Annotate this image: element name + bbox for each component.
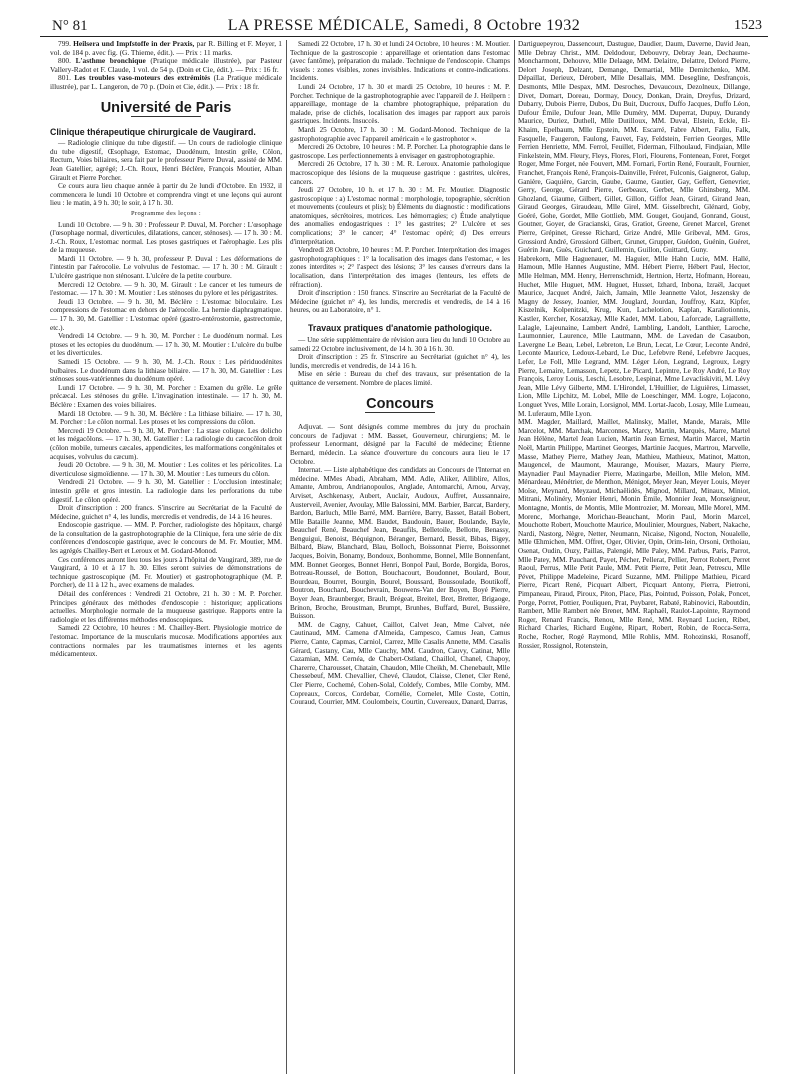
program-item: Vendredi 14 Octobre. — 9 h. 30, M. Porcher : Le duodénum normal. Les ptoses et les ectopies du duodénum. — 17 h. 30, M. Moutier : L'ulcère du bulbe et les diverticules. xyxy=(50,332,282,358)
section-title-universite: Université de Paris xyxy=(50,104,282,118)
paragraph: Samedi 22 Octobre, 10 heures : M. Chailley-Bert. Physiologie motrice de l'estomac. Importance de la muscularis mucosæ. Modifications apportées aux contractions normales par les traumatismes internes et les agents médicamenteux. xyxy=(50,624,282,659)
paragraph: Samedi 22 Octobre, 17 h. 30 et lundi 24 Octobre, 10 heures : M. Moutier. Technique de la gastroscopie : appareillage et orientation dans l'estomac (avec fantôme), préparation du malade. Technique de l'endoscopie. Champs visuels : zones visibles, zones invisibles. Indications et contre-indications. Incidents. xyxy=(290,40,510,83)
program-heading: Programme des leçons : xyxy=(130,209,202,217)
paragraph: Mercredi 26 Octobre, 17 h. 30 : M. R. Leroux. Anatomie pathologique macroscopique des lésions de la muqueuse gastrique : gastrites, ulcères, cancers. xyxy=(290,160,510,186)
paragraph: Adjuvat. — Sont désignés comme membres du jury du prochain concours de l'adjuvat : MM. Basset, Gouverneur, chirurgiens; M. le professeur Lenormant, désigné par la Faculté de médecine; Étienne Bernard, médecin. La séance d'ouverture du concours aura lieu le 17 Octobre. xyxy=(290,423,510,466)
paragraph: Endoscopie gastrique. — MM. P. Porcher, radiologiste des hôpitaux, chargé de la consultation de la gastrophotographie de la Clinique, fera une série de dix conférences d'endoscopie gastrique, avec le concours de M. Fr. Moutier, MM. les agrégés Chailley-Bert et Leroux et M. Godard-Monod. xyxy=(50,521,282,556)
bibliography-entry: 801. Les troubles vaso-moteurs des extrémités (La Pratique médicale illustrée), par L. Langeron, de 70 p. (Doin et Cie, édit.). — Prix : 18 fr. xyxy=(50,73,282,91)
page-number-right: 1523 xyxy=(734,18,762,33)
paragraph: Droit d'inscription : 25 fr. S'inscrire au Secrétariat (guichet n° 4), les lundis, mercredis et vendredis, de 14 à 16 h. xyxy=(290,353,510,370)
newspaper-page xyxy=(40,14,768,1074)
paragraph: Mardi 25 Octobre, 17 h. 30 : M. Godard-Monod. Technique de la gastrophotographie avec l'appareil américain « le gastrophotor ». xyxy=(290,125,510,143)
program-item: Lundi 17 Octobre. — 9 h. 30, M. Porcher : Examen du grêle. Le grêle précæcal. Les sténoses du grêle. L'invagination intestinale. — 17 h. 30, M. Béclère : Examen des voies biliaires. xyxy=(50,383,282,409)
paragraph: Mercredi 26 Octobre, 10 heures : M. P. Porcher. La photographie dans le gastroscope. Les perfectionnements à envisager en gastrophotographie. xyxy=(290,143,510,160)
paragraph: Internat. — Liste alphabétique des candidats au Concours de l'Internat en médecine. MMes Abadi, Abraham, MM. Adle, Aliker, Alliblire, Allos, Amante, Ambrou, Andrianopoulos, Anglade, Antomarchi, Arnou, Arvay, Arviset, Aschkenasy, Aubert, Auclair, Audoux, Auffret, Aussannaire, Austerveil, Avenier, Avoulay, Mlle Balossini, MM. Barbier, Barcat, Bardery, Bardon, Barluch, Mlle Barré, MM. Barrière, Barry, Basset, Batail Bobert, Mlle Bataille Jeanne, MM. Baudet, Baudouin, Bauer, Boulande, Bayle, Beauchef René, Beauchef Jean, Beaufils, Belletoile, Bellotte, Benassy, Benguigui, Benoist, Béquignon, Béranger, Bernard, Bessit, Bibas, Bigey, Bilbard, Biaw, Blanchard, Blau, Bolloch, Boissonnat Pierre, Boissonnet Jacques, Boivin, Bonamy, Bondoux, Bonhomme, Bonnel, Mlle Bonnenfant, MM. Bonnet Georges, Bonnet Henri, Bonpol Paul, Borde, Borgida, Boros, Botreau-Roussel, de Botton, Bouchacourt, Boudonnet, Boulard, Bour, Bourdeau, Bourret, Bourgin, Bourel, Boussard, Boussoulade, Boutikoff, Boutron, Bouchard, Bouchevrain, Bouwens-Van der Boyen, Boyé Pierre, Boyer Jean, Braunberger, Brault, Brégeat, Breitel, Bret, Bretter, Brigaoge, Brinon, Broche, Broustman, Brumpt, Brunhes, Buffard, Burel, Bussière, Buisson. xyxy=(290,466,510,621)
paragraph: Jeudi 27 Octobre, 10 h. et 17 h. 30 : M. Fr. Moutier. Diagnostic gastroscopique : a) L'estomac normal : morphologie, topographie, sécrétion et mouvements (couleurs et plis); b) Éléments du diagnostic : modifications anatomiques, sécrétoires, motrices. Les hémorragies; c) Étude analytique des anomalies endogastriques : 1° les gastrites; 2° L'ulcère et ses complications; 3° le cancer; 4° l'estomac opéré; d) Des erreurs d'interprétation. xyxy=(290,186,510,246)
paragraph: Lundi 24 Octobre, 17 h. 30 et mardi 25 Octobre, 10 heures : M. P. Porcher. Technique de la gastrophotographie avec l'appareil de J. Heilpern : appareillage, montage de la chambre photographique, préparation du malade, prise de clichés, localisation des images par rapport aux parois gastriques. Incidents. Insuccès. xyxy=(290,82,510,126)
column-1 xyxy=(50,40,282,1074)
paragraph: MM. de Cagny, Cahuet, Caillot, Calvet Jean, Mme Calvet, née Cautinaud, MM. Camena d'Almeida, Campesco, Camus Jean, Camus Pierre, Cante, Capmas, Carniol, Carrez, Mlle Casalis Annette, MM. Casalis Gérard, Castany, Cau, Mlle Cauchy, MM. Caudron, Cauvy, Catinat, Mlle Cazamian, MM. Cernéa, de Chabert-Ostland, Chaillol, Chanel, Chapoy, Charerre, Charousset, Chatain, Chaudon, Mlle Cheikh, M. Chenebault, Mlle Chessebeuf, MM. Chevallier, Chevé, Claudot, Claisse, Clenet, Cler René, Cler Pierre, Cochemé, Cohen-Solal, Coldefy, Combes, Mlle Comby, MM. Copreaux, Corcos, Cordebar, Cornélie, Cornelet, Mlle Coste, Cottin, Couraud, Courrier, MM. Coulombeix, Courtin, Cuvereaux, Danard, Darras, xyxy=(290,620,510,707)
paragraph: Mise en série : Bureau du chef des travaux, sur présentation de la quittance de versement. Nombre de places limité. xyxy=(290,370,510,387)
name-list: Dartiguepeyrou, Dassencourt, Dastugue, Daudier, Daum, Daverne, David Jean, Mlle Debray Christ., MM. Deldodour, Debouvry, Debray Jean, Dechaume-Moncharmont, Dehouve, Mlle Delaage, MM. Delaitre, Delattre, Delord Pierre, Delort Joseph, Delzant, Demange, Demartial, Mlle Demitchenko, MM. Dépaillat, Derieux, Dérobert, Mlle Desallais, MM. Desegline, Desfrançois, Desmonts, Mlle Despax, MM. Desroches, Devaucoux, Dezolneux, Dillange, Divet, Domart, Doreau, Dormay, Doucy, Donkan, Drain, Dreyfus, Drizard, Dubarry, Dubois Pierre, Dubos, Du Buit, Ducroux, Duffo Jacques, Duffo Léon, Dufour Émile, Dufour Jean, Mlle Duméry, MM. Duperrat, Dupuy, Durandy Maurice, Duriez, Duthell, Mlle Dutilloux, MM. Duval, Elstein, Eckle, El-Khaim, Epelbaum, Mlle Epstein, MM. Escarré, Fabre Albert, Faliu, Falk, Fasquelle, Faugeron, Faulong, Fauvet, Fay, Feldstein, Ferrien Georges, Mlle Ferrien Henriette, MM. Ferrol, Feuillet, Fiderman, Filhoulaud, Findjaian, Mlle Finkelstein, MM. Fleury, Fleys, Flores, Flori, Flourens, Fontenean, Foret, Forget Roger, Mme Forget, née Fouvert, MM. Fornari, Fortin René, Fourault, Fournier, Franchet, François René, François-Dainville, Fréret, Fulconis, Gaignerot, Galup, Ganière, Gaquière, Garcin, Gaube, Gaume, Gautier, Gay, Geffert, Genevrier, Gerry, George, Gérard Pierre, Gerbeaux, Gerbet, Mlle Ghinsberg, MM. Ghozland, Giaume, Gilbert, Gillet, Gillon, Giffot Jean, Girard, Girand Jean, Giraud Georges, Giraudeau, Mlle Girel, MM. Gisselbrecht, Glénard, Goby, Goéré, Gohe, Gordet, Mlle Gottlieb, MM. Gouget, Goujand, Gonrand, Goust, Goutner, Goyer, de Gracianski, Gras, Gratiot, Greene, Grenet Marcel, Grenet Pierre, Grépinet, Gresse Richard, Grize André, Mlle Gribeval, MM. Gros, Grossiord André, Grossiord Gilbert, Grunet, Grupper, Guédon, Guénin, Guéret, Guérin Jean, Guès, Guichard, Guillemin, Guillon, Guittard, Guny. xyxy=(518,40,750,255)
program-item: Jeudi 13 Octobre. — 9 h. 30, M. Béclère : L'estomac biloculaire. Les compressions de l'estomac en dehors de l'aérocolie. La hernie diaphragmatique. — 17 h. 30, M. Gatellier : L'estomac opéré (gastro-entérostomie, gastrectomie, etc.). xyxy=(50,297,282,332)
name-list: Habrekorn, Mlle Haguenauer, M. Haguier, Mlle Hahn Lucie, MM. Hallé, Hamoun, Mlle Hannes Augustine, MM. Hébert Pierre, Hébert Paul, Hector, Mlle Helman, MM. Henry, Herrenschmidt, Hertnion, Hertz, Hofmann, Horeau, Huchet, Mlle Huguet, MM. Huguet, Husset, Izhard, Inbona, Izraël, Jacquet Maurice, Jacquet André, Jaich, Jamain, Mlle Jeannette Valot, Jeszensky de Magny de Jessey, Joanier, MM. Jouglard, Jourdan, Jouffroy, Katz, Kipfer, Kiszelnik, Kolpenitzki, Krug, Kun, Lachelotion, Kaplan, Karaliotionnis, Kastler, Kercher, Kosatzkay, Mlle Kadet, MM. Labou, Laforcade, Lagraillette, Lalagle, Lajeunaine, Lambert André, Lambling, Landolt, Lanthier, Laroche, Laumonnier, Laurence, Mlle Lautmann, MM. de Lavedan de Casaubon, Lavergne Le Beau, Lebel, Lebreton, Le Brun, Lecat, Le Cœur, Leconte André, Leconte Maurice, Ledoux-Lebard, Le Duc, Lefebvre René, Lefebvre Jacques, Lefer, Le Foll, Mlle Legrand, MM. Léger Léon, Legrand, Legroux, Legry Pierre, Lemaire, Lemasson, Lepetz, Le Picard, Lepintre, Le Roy André, Le Roy François, Leroy Louis, Leschi, Lesobre, Lespinat, Mme Levacliskiviti, M. Lévy Jean, Mlle Lévy Gilberte, MM. L'Hirondel, L'Huillier, de Liguières, Limasset, Lion, Mlle Lipchitz, M. Lobel, Mlle de Loeschinger, MM. Logre, Lojacono, Longuet Yves, Mlle Lorain, Lorsignol, MM. Lortat-Jacob, Losay, Mlle Lumeau, M. Luferaum, Mlle Lyon. xyxy=(518,254,750,418)
clinic-title: Clinique thérapeutique chirurgicale de Vaugirard. xyxy=(50,127,256,138)
bibliography-entry: 800. L'asthme bronchique (Pratique médicale illustrée), par Pasteur Vallery-Radot et F. Claude, 1 vol. de 54 p. (Doin et Cie, édit.). — Prix : 16 fr. xyxy=(50,56,282,74)
program-item: Mardi 18 Octobre. — 9 h. 30, M. Béclère : La lithiase biliaire. — 17 h. 30, M. Porcher : Le côlon normal. Les ptoses et les compressions du côlon. xyxy=(50,409,282,427)
column-divider xyxy=(514,40,515,1074)
program-item: Mercredi 19 Octobre. — 9 h. 30, M. Porcher : La stase colique. Les dolicho et les mégacôlons. — 17 h. 30, M. Gatellier : La radiologie du cæcocôlon droit (côlon mobile, tumeurs cæcales, appendicites, les malformations congénitales et acquises, volvulus du cæcum). xyxy=(50,426,282,461)
paragraph: — Une série supplémentaire de révision aura lieu du lundi 10 Octobre au samedi 22 Octobre inclusivement, de 14 h. 30 à 16 h. 30. xyxy=(290,336,510,353)
program-item: Lundi 10 Octobre. — 9 h. 30 : Professeur P. Duval, M. Porcher : L'œsophage (l'œsophage normal, diverticules, dilatations, cancer, sténoses). — 17 h. 30 : M. J.-Ch. Roux, L'estomac normal. Les ptoses gastriques et l'aérophagie. Les plis de la muqueuse. xyxy=(50,220,282,255)
page-number-left: N° 81 xyxy=(52,18,88,34)
travaux-title: Travaux pratiques d'anatomie pathologique. xyxy=(308,323,492,333)
paragraph: Détail des conférences : Vendredi 21 Octobre, 21 h. 30 : M. P. Porcher. Principes généraux des méthodes d'endoscopie : historique; applications actuelles. Morphologie normale de la muqueuse gastrique. Rapports entre la radiologie et les différentes méthodes endoscopiques. xyxy=(50,590,282,624)
program-item: Samedi 15 Octobre. — 9 h. 30, M. J.-Ch. Roux : Les périduodénites bulbaires. Le duodénum dans la lithiase biliaire. — 17 h. 30, M. Gatellier : Les sténoses sous-vatériennes du duodénum opéré. xyxy=(50,358,282,384)
paragraph: Ces conférences auront lieu tous les jours à l'hôpital de Vaugirard, 389, rue de Vaugirard, à 10 et à 17 h. 30. Elles seront suivies de démonstrations de technique gastroscopique (M. Fr. Moutier) et gastrophotographique (M. P. Porcher), de 11 à 12 h., avec examens de malades. xyxy=(50,555,282,590)
program-item: Jeudi 20 Octobre. — 9 h. 30, M. Moutier : Les colites et les péricolites. La diverticulose sigmoïdienne. — 17 h. 30, M. Moutier : Les tumeurs du côlon. xyxy=(50,461,282,478)
column-2 xyxy=(290,40,510,1074)
paragraph: Droit d'inscription : 200 francs. S'inscrire au Secrétariat de la Faculté de Médecine, guichet n° 4, les lundis, mercredis et vendredis, de 14 à 16 heures. xyxy=(50,504,282,521)
paragraph: Vendredi 28 Octobre, 10 heures : M. P. Porcher. Interprétation des images gastrophotographiques : 1° la localisation des images dans l'estomac, « les zones interdites »; 2° l'aspect des lésions; 3° les causes d'erreurs dans la localisation, dans l'interprétation des images (lenteurs, les effets de réfraction). xyxy=(290,246,510,289)
name-list: MM. Magder, Maillard, Maillet, Malinsky, Mallet, Mande, Marais, Mlle Marcelot, MM. Marchak, Marconnes, Marcy, Martin, Marquès, Marre, Martel Jean Hélène, Martel Jean Lucien, Martin Jean Ernest, Martin Marcel, Martin Noël, Martin Philippe, Martinet Georges, Martinie Jacques, Martrou, Marvelle, Masse, Mathey Pierre, Mathey Jean, Mathieu, Mathieux, Matinot, Matton, Maugencel, de Maumont, Maurange, Mouiser, Mazars, Maury Pierre, Maynadier Paul Maynadier Pierre, Mazingarbe, Meillon, Mlle Melon, MM. Ménardeau, Ménétrier, de Menthon, Ménigot, Meyer Jean, Meyer Louis, Meyer Moïse, Meynard, Meyzaud, Michaëlidès, Mignod, Millard, Minaux, Miniot, Mitrani, Molinéry, Monier Henri, Monin Émile, Monnier Jean, Monseigneur, Montagne, Montis, de Montis, Mlle Montrozier, M. Moreau, Mlle Morel, MM. Morenc, Morhange, Morichau-Beauchant, Morin Paul, Morin Marcel, Mouchotte Robert, Mouchotte Maurice, Moulinier, Mourgues, Nabert, Nakache, Nardi, Nastorg, Nègre, Netter, Neumann, Nicaise, Nigond, Nocton, Noualelle, Mlle Œhmichen, MM. Offret, Oger, Olivier, Opin, Orim-Iein, Orsoni, Orthoiau, Osenat, Oudin, Ouzy, Paillas, Palengié, Mlle Paley, MM. Parbus, Paris, Parrot, Mlle Patey, MM. Pauchard, Payet, Pécher, Pellerat, Pellier, Perrot Robert, Perret Raoul, Perrus, Mlle Petit Paule, MM. Petit Pierre, Petit Jean, Petrescu, Mlle Pévet, Philippe Madeleine, Picard Suzanne, MM. Philippe Mathieu, Picard Pierre, Picart René, Picquart Albert, Picquart Antony, Pierra, Pietroni, Pimpaneau, Piraud, Piroux, Piton, Place, Plas, Pointud, Poisson, Polak, Poncet, Porge, Porret, Pottier, Pouliquen, Prat, Puybaret, Rabaté, Rabinovici, Raboutdin, Rambert, Mlle Rambert née Brenet, MM. Raphaël, Raulot-Lapointe, Raymond Roger, Renard Francis, Renou, Mlle René, MM. Reynard Lucien, Ribet, Richard Charles, Richard Eugène, Ripart, Robert, Robin, de Rocca-Serra, Roche, Rocher, Rogé Raymond, Mlle Rohlis, MM. Rohozinski, Rosanoff, Rossier, Rossignol, Rotenstein, xyxy=(518,418,750,650)
paragraph: Droit d'inscription : 150 francs. S'inscrire au Secrétariat de la Faculté de Médecine (guichet n° 4), les lundis, mercredis et vendredis, de 14 à 16 heures, ou au Laboratoire, n° 1. xyxy=(290,289,510,315)
journal-title: LA PRESSE MÉDICALE, Samedi, 8 Octobre 1932 xyxy=(227,17,581,34)
page-header xyxy=(40,14,768,37)
section-title-concours: Concours xyxy=(290,400,510,414)
bibliography-entry: 799. Heilsera und Impfstoffe in der Praxis, par R. Billing et F. Meyer, 1 vol. de 184 p. avec fig. (G. Thieme, édit.). — Prix : 11 marks. xyxy=(50,40,282,57)
columns xyxy=(40,40,768,1074)
column-3 xyxy=(518,40,750,1074)
column-divider xyxy=(286,40,287,1074)
paragraph: Ce cours aura lieu chaque année à partir du 2e lundi d'Octobre. En 1932, il commencera le lundi 10 Octobre et comprendra vingt et une leçons qui auront lieu : le matin, à 9 h. 30; le soir, à 17 h. 30. xyxy=(50,182,282,208)
program-item: Mercredi 12 Octobre. — 9 h. 30, M. Girault : Le cancer et les tumeurs de l'estomac. — 17 h. 30 : M. Moutier : Les sténoses du pylore et les périgastrites. xyxy=(50,280,282,298)
paragraph: — Radiologie clinique du tube digestif. — Un cours de radiologie clinique du tube digestif, Œsophage, Estomac, Duodénum, Intestin grêle, Côlon, Rectum, Voies biliaires, sera fait par le professeur Pierre Duval, assisté de MM. Jean Gatellier, agrégé; J.-Ch. Roux, Henri Béclère, François Moutier, Alban Girault et Pierre Porcher. xyxy=(50,139,282,182)
program-item: Vendredi 21 Octobre. — 9 h. 30, M. Gatellier : L'occlusion intestinale; intestin grêle et gros intestin. La radiologie dans les perforations du tube digestif. Le côlon opéré. xyxy=(50,478,282,504)
program-item: Mardi 11 Octobre. — 9 h. 30, professeur P. Duval : Les déformations de l'intestin par l'aérocolie. Le volvulus de l'estomac. — 17 h. 30 : M. Girault : L'ulcère gastrique non sténosant. L'ulcère de la petite courbure. xyxy=(50,254,282,281)
